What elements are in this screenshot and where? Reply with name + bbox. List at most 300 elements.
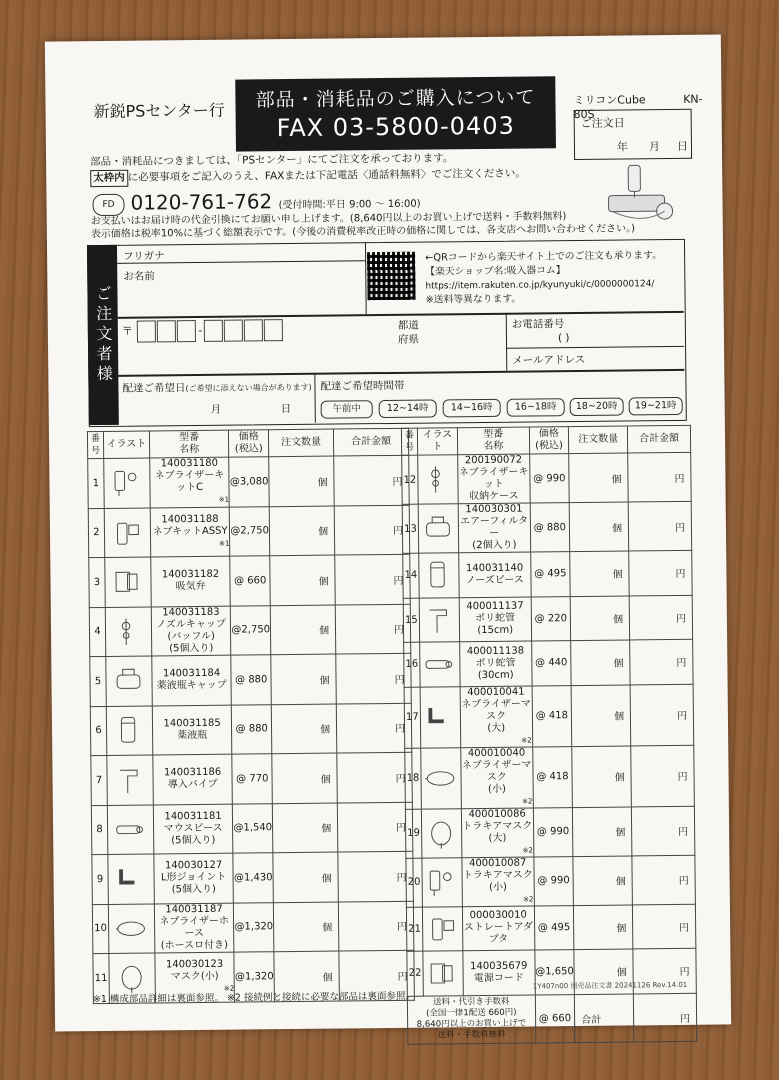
- item-illustration: [104, 507, 150, 557]
- item-illustration: [420, 642, 460, 687]
- shipping-row: [407, 993, 696, 1044]
- item-model-name: [460, 686, 532, 748]
- item-total-field[interactable]: 円: [632, 855, 695, 905]
- item-illustration: [421, 808, 461, 857]
- header-price: 価格 (税込): [529, 427, 569, 454]
- item-row-4: [89, 604, 411, 657]
- item-qty-field[interactable]: 個: [569, 502, 628, 552]
- qr-line4: ※送料等異なります。: [425, 293, 522, 306]
- item-model-name: [151, 556, 231, 606]
- item-model-name: [462, 856, 534, 906]
- time-option-12-14[interactable]: 12~14時: [379, 399, 437, 418]
- part-icon: [420, 556, 458, 594]
- item-illustration: [422, 857, 462, 906]
- item-model-name: [151, 606, 231, 656]
- qr-line1: ←QRコードから楽天サイト上でのご注文も承ります。: [425, 250, 662, 264]
- furigana-label: フリガナ: [123, 250, 165, 263]
- destination: 新鋭PSセンター行: [93, 100, 225, 122]
- part-icon: [109, 612, 147, 650]
- item-code: 140030127: [164, 860, 223, 872]
- item-no: 3: [89, 557, 105, 607]
- name-label: お名前: [123, 270, 155, 283]
- qr-code-icon[interactable]: [367, 252, 416, 301]
- item-qty-field[interactable]: 個: [570, 595, 629, 640]
- date-year: 年: [616, 140, 629, 154]
- item-total-field[interactable]: 円: [629, 595, 692, 640]
- item-name: トラキアマスク(小): [462, 869, 533, 893]
- item-illustration: [420, 686, 461, 747]
- item-row-20: [406, 855, 695, 907]
- item-price: @ 660: [230, 556, 270, 606]
- item-name-sub: (2個入り): [472, 539, 517, 552]
- item-model-name: [153, 754, 233, 804]
- delivery-time-label: 配達ご希望時間帯: [320, 379, 405, 393]
- item-qty-field[interactable]: 個: [270, 555, 336, 605]
- qr-line2: 【楽天ショップ名:吸入器コム】: [425, 265, 566, 278]
- item-code: 140031185: [163, 717, 221, 730]
- item-qty-field[interactable]: 個: [273, 902, 339, 952]
- item-model-name: [152, 705, 232, 755]
- header-illust: イラスト: [103, 431, 149, 458]
- item-price: @ 770: [232, 754, 272, 804]
- time-option-14-16[interactable]: 14~16時: [443, 399, 501, 418]
- item-qty-field[interactable]: 個: [572, 745, 632, 807]
- item-price: @3,080: [229, 457, 269, 507]
- item-qty-field[interactable]: 個: [272, 753, 338, 803]
- header-model-name: 型番 名称: [457, 427, 529, 455]
- time-option-morning[interactable]: 午前中: [321, 400, 373, 419]
- item-row-5: [90, 653, 412, 706]
- intro-line2: に必要事項をご記入のうえ、FAXまたは下記電話〈通話料無料〉でご注文ください。: [127, 167, 526, 184]
- intro-line1: 部品・消耗品につきましては、「PSセンター」にてご注文を承っております。: [90, 152, 454, 169]
- item-name-sub: (ホースロ付き): [160, 939, 229, 952]
- item-price: @ 880: [530, 503, 570, 552]
- item-code: 000030010: [469, 909, 527, 922]
- header-qty: 注文数量: [569, 426, 628, 454]
- item-price: @1,430: [233, 853, 273, 903]
- item-row-2: [88, 505, 410, 558]
- item-no: 20: [406, 858, 422, 907]
- item-model-name: [154, 853, 234, 903]
- item-price: @ 418: [532, 685, 572, 746]
- part-icon: [423, 863, 461, 901]
- freedial-icon: FD: [92, 193, 124, 215]
- item-price: @ 495: [530, 552, 570, 597]
- item-price: @ 880: [232, 704, 272, 754]
- item-model-name: [154, 903, 234, 953]
- item-total-field[interactable]: 円: [334, 505, 409, 555]
- item-note: ※2: [521, 736, 532, 745]
- item-illustration: [104, 458, 150, 508]
- item-price: @ 990: [529, 454, 569, 503]
- item-note: ※1: [219, 539, 230, 548]
- item-total-field[interactable]: 円: [339, 950, 414, 1000]
- item-note: ※2: [523, 894, 534, 904]
- part-icon: [419, 460, 457, 498]
- item-name: ストレートアダプタ: [463, 921, 533, 946]
- part-icon: [108, 464, 146, 502]
- part-icon: [109, 563, 147, 601]
- tax-line: 表示価格は税率10%に基づく総額表示です。(今後の消費税率改正時の価格に関しては、各支店へお問い合わせください。): [90, 223, 636, 241]
- item-name: ネブキットASSY: [152, 525, 228, 538]
- item-total-field[interactable]: 円: [630, 639, 693, 684]
- item-name: ネブライザーマスク: [461, 698, 531, 722]
- nebulizer-illustration: [602, 159, 683, 226]
- item-no: 22: [407, 951, 423, 996]
- item-note: ※2: [223, 984, 235, 993]
- item-total-field[interactable]: 円: [334, 455, 409, 505]
- item-qty-field[interactable]: 個: [270, 605, 336, 655]
- item-qty-field[interactable]: 個: [573, 806, 632, 856]
- item-row-19: [405, 806, 694, 858]
- phone-number: 0120-761-762: [130, 189, 273, 215]
- time-option-18-20[interactable]: 18~20時: [570, 398, 624, 417]
- item-no: 2: [88, 508, 104, 558]
- right-table-header: [401, 425, 690, 455]
- item-name: マウスピース: [163, 822, 223, 835]
- item-name: エアーフィルター: [460, 515, 529, 539]
- part-icon: [421, 698, 459, 736]
- grand-total-field[interactable]: 円: [633, 993, 696, 1042]
- item-no: 19: [405, 809, 421, 858]
- page-title: 部品・消耗品のご購入について: [255, 86, 536, 112]
- item-qty-field[interactable]: 個: [272, 803, 338, 853]
- item-code: 140030301: [465, 503, 523, 516]
- item-no: 4: [89, 607, 105, 657]
- header-total: 合計金額: [334, 428, 409, 456]
- item-model-name: [459, 552, 531, 597]
- item-no: 21: [406, 907, 422, 952]
- item-name: トラキアマスク(大): [462, 820, 533, 844]
- zip-field[interactable]: 〒 -: [122, 319, 285, 343]
- header-illust: イラスト: [417, 428, 457, 455]
- item-total-field[interactable]: 円: [337, 802, 412, 852]
- item-price: @2,750: [231, 605, 271, 655]
- fax-number: FAX 03-5800-0403: [276, 111, 515, 143]
- item-qty-field[interactable]: 個: [569, 453, 628, 503]
- item-name: ネブライザーキットC: [154, 469, 225, 494]
- item-row-13: [402, 501, 691, 553]
- item-name: ネブライザーマスク: [461, 759, 532, 783]
- item-total-field[interactable]: 円: [335, 554, 410, 604]
- item-qty-field[interactable]: 個: [570, 551, 629, 596]
- tel-paren[interactable]: ( ): [557, 332, 570, 345]
- item-total-field[interactable]: 円: [628, 501, 691, 551]
- item-note: ※2: [522, 797, 533, 806]
- item-price: @1,650: [534, 950, 574, 995]
- item-row-10: [92, 901, 414, 954]
- item-name: ポリ蛇管(30cm): [475, 657, 516, 681]
- item-illustration: [423, 951, 463, 996]
- item-illustration: [107, 755, 153, 805]
- phone-hours: (受付時間:平日 9:00 〜 16:00): [278, 198, 421, 212]
- item-total-field[interactable]: 円: [338, 901, 413, 951]
- item-price: @ 495: [534, 905, 574, 950]
- item-code: 400010040: [467, 747, 526, 759]
- item-qty-field[interactable]: 個: [571, 684, 631, 746]
- item-model-name: [461, 807, 533, 857]
- item-no: 7: [91, 755, 107, 805]
- item-qty-field[interactable]: 個: [574, 904, 633, 949]
- delivery-month: 月: [210, 403, 222, 416]
- item-row-17: [404, 684, 694, 748]
- item-row-21: [406, 904, 695, 952]
- item-total-field[interactable]: 円: [632, 806, 695, 856]
- part-icon: [424, 954, 462, 992]
- shipping-price: @ 660: [535, 994, 575, 1042]
- item-illustration: [422, 906, 462, 951]
- item-code: 140031180: [160, 458, 219, 470]
- date-day: 日: [676, 139, 689, 153]
- header-no: 番号: [401, 428, 417, 455]
- item-name: 導入パイプ: [167, 779, 218, 791]
- item-illustration: [107, 804, 153, 854]
- item-code: 140030123: [165, 958, 224, 971]
- zip-mark: 〒: [121, 324, 133, 338]
- item-no: 11: [93, 953, 109, 1003]
- item-row-9: [92, 851, 414, 904]
- item-qty-field[interactable]: 個: [273, 852, 339, 902]
- item-illustration: [419, 597, 459, 642]
- bold-frame-badge: 太枠内: [90, 170, 128, 187]
- item-name: 薬液瓶: [177, 729, 208, 741]
- item-model-name: [461, 747, 533, 809]
- header-model-name: 型番 名称: [149, 430, 229, 458]
- item-code: 400011137: [466, 600, 524, 613]
- item-code: 140031183: [162, 606, 220, 619]
- item-code: 140035679: [470, 960, 528, 972]
- item-note: ※2: [522, 846, 533, 855]
- item-name: マスク(小): [170, 971, 219, 983]
- left-items-table: [87, 428, 415, 1004]
- item-no: 14: [403, 553, 419, 598]
- item-no: 9: [92, 854, 108, 904]
- item-qty-field[interactable]: 個: [269, 456, 335, 506]
- header-total: 合計金額: [628, 425, 691, 453]
- part-icon: [422, 814, 460, 852]
- part-icon: [111, 810, 149, 848]
- item-model-name: [153, 804, 233, 854]
- item-price: @1,540: [233, 803, 273, 853]
- item-name: ノズルキャップ(バッフル): [156, 618, 226, 643]
- item-illustration: [418, 455, 458, 504]
- item-model-name: [150, 457, 230, 507]
- qr-url[interactable]: https://item.rakuten.co.jp/kyunyuki/c/0000000124/: [425, 279, 655, 292]
- item-code: 400010086: [468, 808, 526, 820]
- item-code: 140031187: [165, 903, 223, 916]
- header-qty: 注文数量: [268, 429, 333, 457]
- item-row-14: [403, 550, 692, 598]
- item-name-sub: 収納ケース: [469, 490, 519, 503]
- header-price: 価格 (税込): [229, 430, 269, 457]
- item-price: @ 418: [532, 746, 572, 807]
- item-name-sub: (5個入り): [171, 884, 216, 896]
- item-price: @1,320: [234, 902, 274, 952]
- item-row-6: [90, 703, 412, 756]
- order-date-label: ご注文日: [580, 116, 625, 130]
- item-row-7: [91, 752, 413, 805]
- time-option-19-21[interactable]: 19~21時: [629, 397, 683, 416]
- item-no: 13: [402, 504, 418, 553]
- model-number: KN-80S: [573, 92, 703, 122]
- item-name: ノーズピース: [465, 574, 524, 586]
- item-price: @ 220: [531, 596, 571, 641]
- item-total-field[interactable]: 円: [336, 703, 411, 753]
- product-name: ミリコンCube: [573, 93, 646, 108]
- item-code: 400010041: [467, 686, 525, 698]
- item-qty-field[interactable]: 個: [274, 951, 340, 1001]
- item-qty-field[interactable]: 個: [574, 949, 633, 994]
- item-total-field[interactable]: 円: [630, 684, 693, 746]
- part-icon: [419, 509, 457, 547]
- item-row-3: [89, 554, 411, 607]
- left-table-header: [87, 428, 408, 458]
- delivery-day: 日: [280, 403, 292, 416]
- revision-code: 1Y407n00 別売品注文書 20241126 Rev.14.01: [532, 980, 688, 991]
- item-model-name: [150, 507, 230, 557]
- item-total-field[interactable]: 円: [633, 948, 696, 993]
- item-row-1: [88, 455, 410, 508]
- item-no: 18: [405, 748, 422, 809]
- item-total-field[interactable]: 円: [633, 904, 696, 949]
- tel-label: お電話番号: [511, 318, 565, 331]
- item-code: 140031186: [163, 767, 222, 779]
- item-illustration: [418, 504, 458, 553]
- item-no: 8: [91, 805, 107, 855]
- right-items-table: [401, 425, 697, 1045]
- part-icon: [112, 860, 150, 898]
- item-name: 薬液瓶キャップ: [156, 679, 227, 692]
- item-illustration: [421, 747, 462, 808]
- item-row-8: [91, 802, 413, 855]
- qr-info: [425, 249, 662, 307]
- item-total-field[interactable]: 円: [335, 604, 410, 654]
- pref-label-1: 都道: [397, 319, 419, 332]
- item-no: 12: [402, 455, 418, 504]
- item-no: 16: [404, 642, 420, 687]
- customer-side-label: ご注文者様: [87, 245, 119, 425]
- delivery-date-label: 配達ご希望日(ご希望に添えない場合があります): [122, 382, 312, 395]
- item-name: L形ジョイント: [160, 871, 227, 884]
- item-illustration: [105, 557, 151, 607]
- header-no: 番号: [87, 431, 103, 458]
- item-total-field[interactable]: 円: [336, 653, 411, 703]
- item-code: 400011138: [466, 645, 525, 657]
- item-illustration: [419, 553, 459, 598]
- item-no: 15: [403, 598, 419, 643]
- item-model-name: [458, 454, 530, 504]
- part-icon: [422, 759, 460, 797]
- item-row-16: [404, 639, 693, 687]
- item-name: ネブライザーキット: [458, 466, 529, 490]
- item-total-field[interactable]: 円: [628, 452, 691, 502]
- item-name: ネブライザーホース: [159, 915, 230, 939]
- item-total-field[interactable]: 円: [337, 752, 412, 802]
- item-model-name: [460, 641, 532, 686]
- order-date-box[interactable]: [574, 109, 693, 160]
- part-icon: [112, 909, 150, 947]
- shipping-note: 送料・代引き手数料 (全国一律1配送 660円) 8,640円以上のお買い上げで 送料・手数料無料: [407, 994, 535, 1043]
- item-name: 吸気弁: [175, 581, 206, 593]
- item-model-name: [458, 503, 530, 553]
- name-field[interactable]: [117, 242, 367, 317]
- item-no: 6: [90, 706, 106, 756]
- item-total-field[interactable]: 円: [338, 851, 413, 901]
- item-illustration: [106, 656, 152, 706]
- intro-text: [90, 150, 590, 187]
- item-qty-field[interactable]: 個: [269, 506, 335, 556]
- item-code: 200190072: [464, 454, 523, 467]
- item-no: 1: [88, 458, 104, 508]
- item-illustration: [105, 606, 151, 656]
- item-total-field[interactable]: 円: [629, 550, 692, 595]
- item-price: @ 880: [231, 655, 271, 705]
- item-price: @ 440: [531, 641, 571, 686]
- item-no: 5: [90, 656, 106, 706]
- item-no: 17: [404, 687, 421, 748]
- item-qty-field[interactable]: 個: [271, 654, 337, 704]
- item-name-sub: (大): [487, 722, 506, 734]
- item-price: @1,320: [234, 952, 274, 1002]
- item-code: 140031188: [161, 513, 219, 526]
- part-icon: [421, 645, 459, 683]
- mail-label: メールアドレス: [512, 353, 586, 367]
- item-row-12: [402, 452, 691, 504]
- item-price: @ 990: [533, 856, 573, 905]
- item-model-name: [459, 597, 531, 642]
- item-note: ※1: [218, 495, 230, 505]
- item-code: 140031181: [164, 810, 222, 823]
- item-name: ポリ蛇管(15cm): [475, 612, 516, 637]
- item-price: @2,750: [230, 506, 270, 556]
- item-illustration: [108, 854, 154, 904]
- item-row-15: [403, 595, 692, 643]
- item-code: 140031184: [162, 668, 221, 680]
- item-model-name: [152, 655, 232, 705]
- item-qty-field[interactable]: 個: [573, 855, 632, 905]
- item-model-name: [462, 905, 534, 950]
- pref-label-2: 府県: [397, 333, 420, 346]
- item-model-name: [463, 950, 535, 995]
- grand-total-label: 合計: [575, 993, 634, 1042]
- part-icon: [108, 513, 146, 551]
- part-icon: [110, 662, 148, 700]
- part-icon: [110, 711, 148, 749]
- item-name-sub: (5個入り): [169, 642, 214, 655]
- time-option-16-18[interactable]: 16~18時: [507, 398, 565, 417]
- item-code: 140031140: [465, 562, 524, 574]
- part-icon: [423, 910, 461, 948]
- item-name: 電源コード: [473, 972, 524, 984]
- order-sheet: [45, 34, 731, 1041]
- item-price: @ 990: [533, 807, 573, 856]
- part-icon: [420, 601, 458, 639]
- item-name-sub: (5個入り): [171, 834, 216, 847]
- item-code: 400010087: [468, 857, 527, 869]
- item-illustration: [108, 903, 154, 953]
- item-total-field[interactable]: 円: [631, 745, 694, 807]
- item-illustration: [106, 705, 152, 755]
- date-month: 月: [648, 140, 661, 154]
- item-qty-field[interactable]: 個: [571, 640, 630, 685]
- part-icon: [111, 761, 149, 799]
- item-qty-field[interactable]: 個: [271, 704, 337, 754]
- footnote: ※1 構成部品詳細は裏面参照。 ※2 接続例と接続に必要な部品は裏面参照。: [92, 990, 415, 1006]
- item-row-18: [405, 745, 695, 809]
- item-name-sub: (小): [487, 783, 506, 795]
- item-code: 140031182: [161, 569, 220, 581]
- title-box: [235, 76, 556, 151]
